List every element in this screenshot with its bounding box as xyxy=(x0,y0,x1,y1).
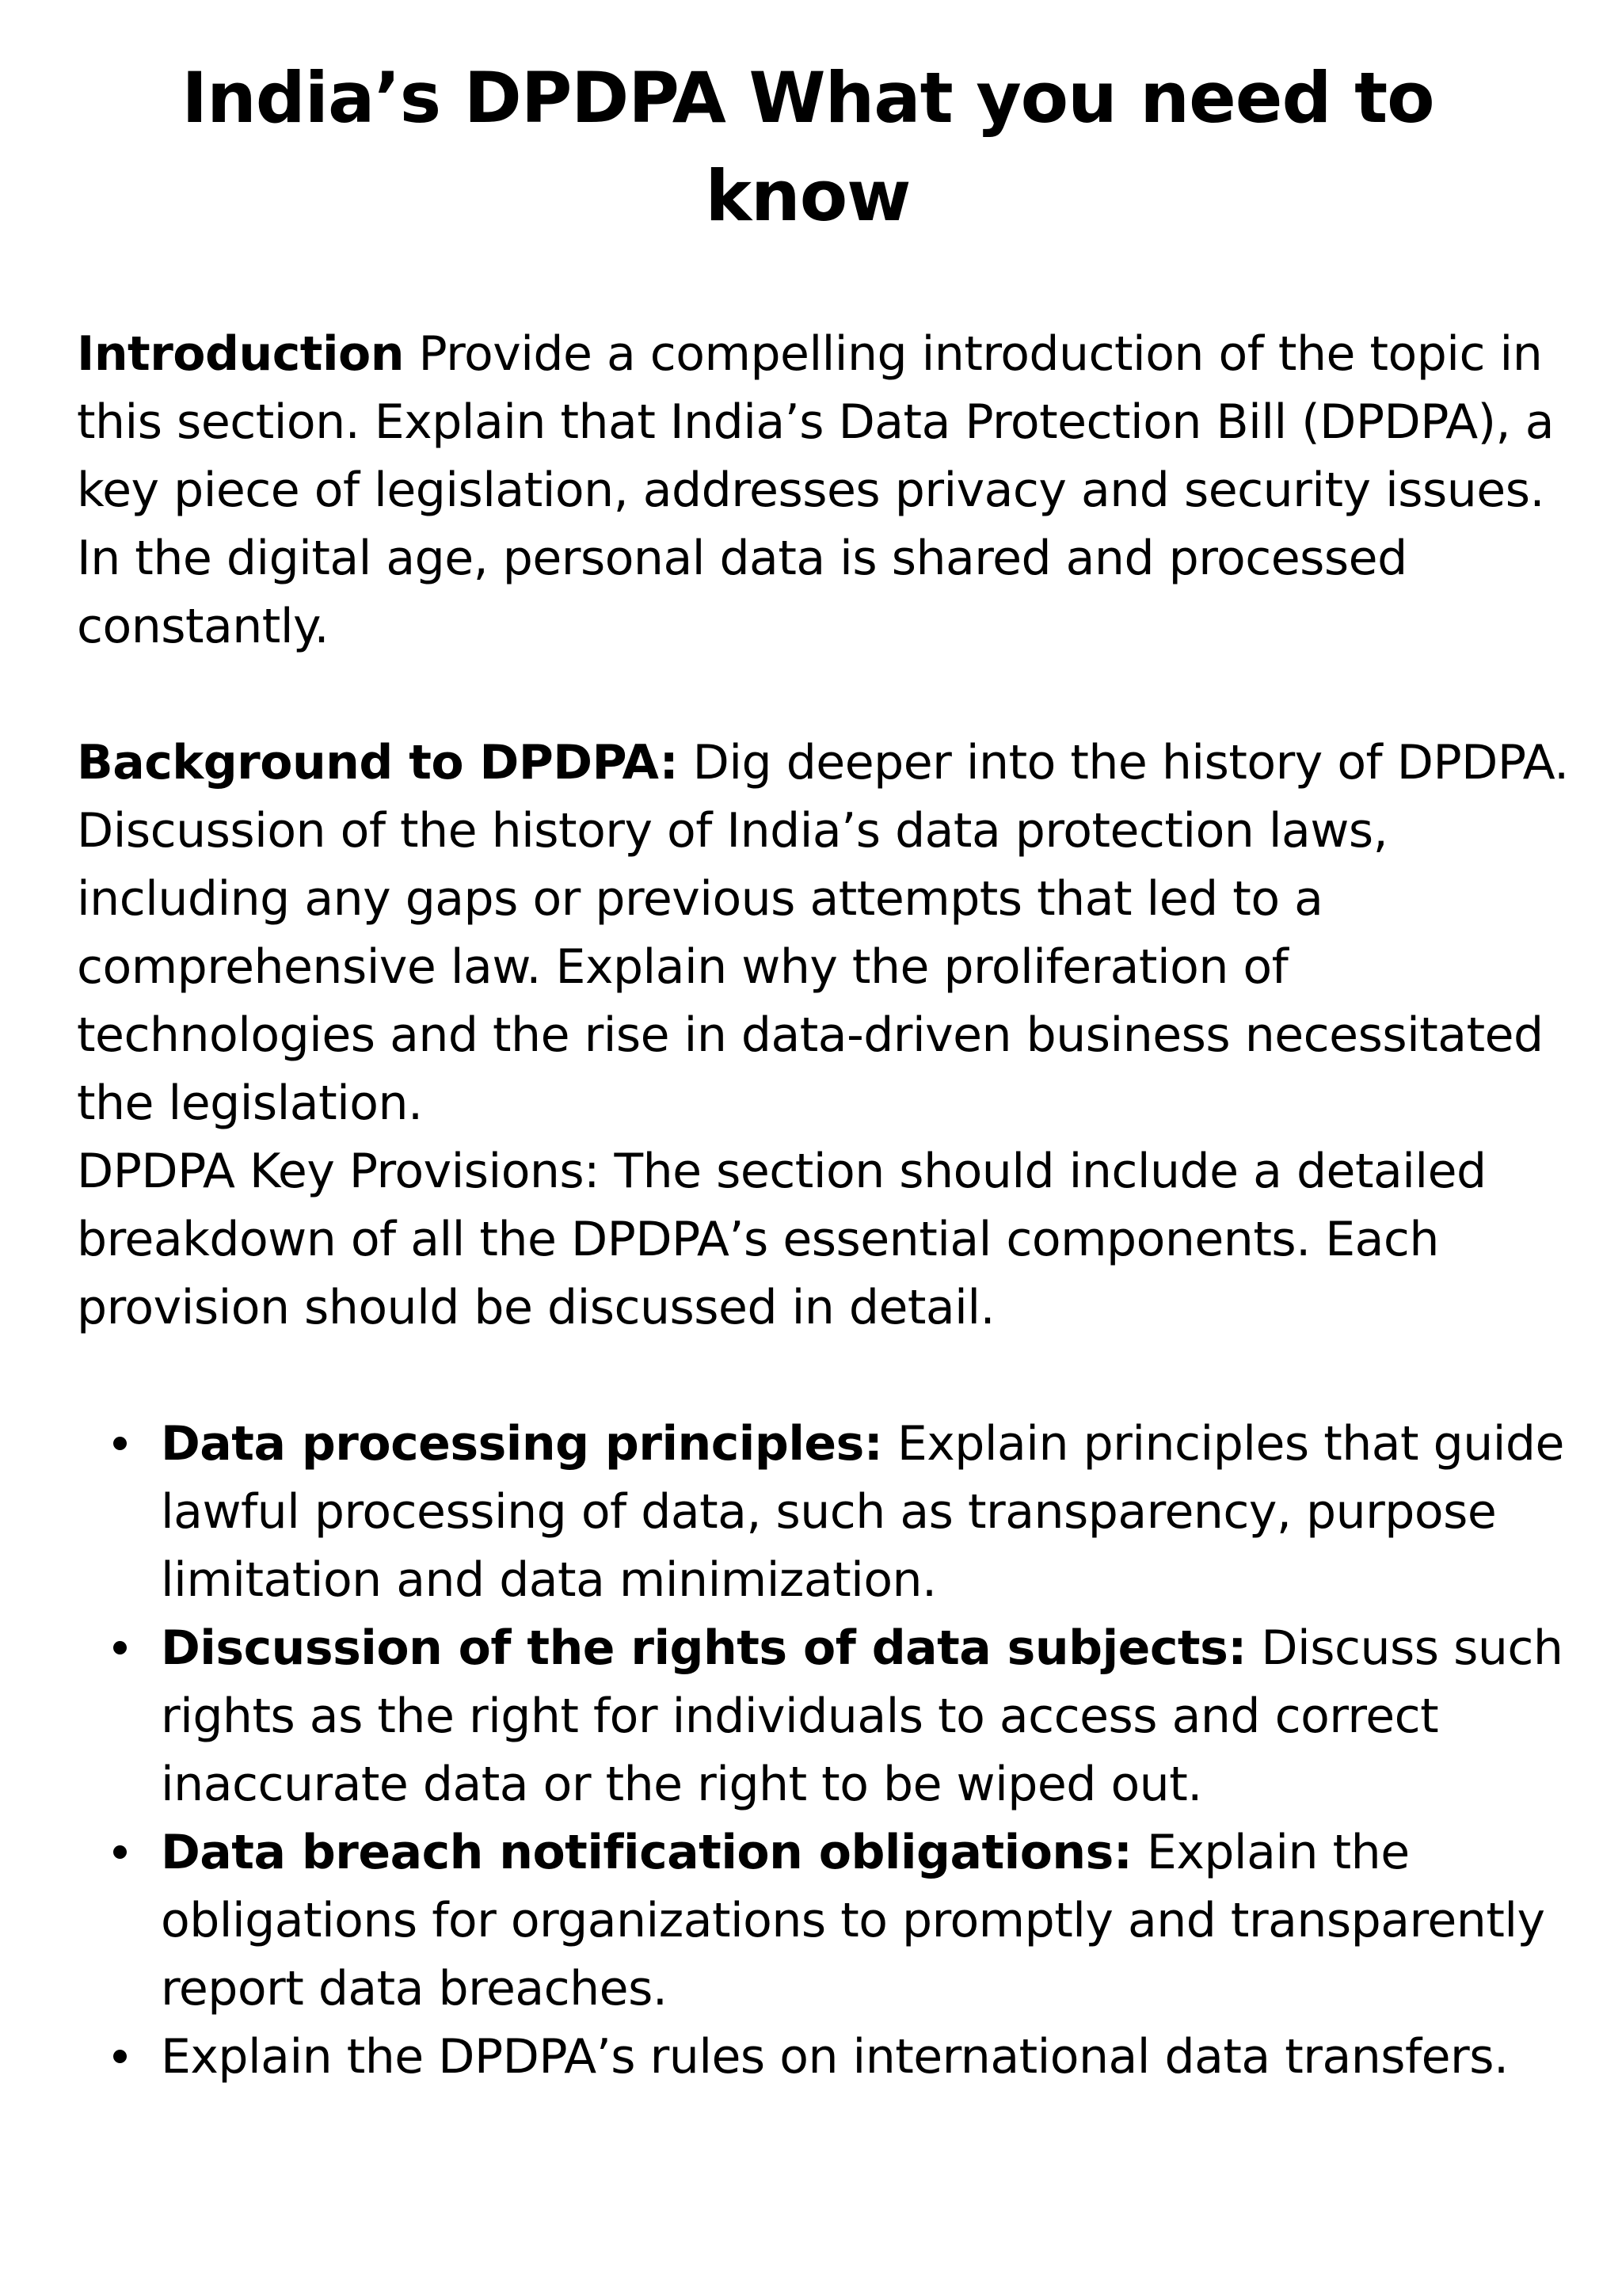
list-item xyxy=(161,1614,1582,1818)
list-item xyxy=(161,2023,1582,2091)
bullet-label: Data processing principles: xyxy=(161,1416,883,1472)
bullet-text: Explain principles that guide lawful processing of data, such as transparency, purpose limitation and data minimization. xyxy=(161,1416,1564,1608)
paragraph-spacer xyxy=(77,661,1582,729)
list-item xyxy=(161,1410,1582,1614)
background-paragraph xyxy=(77,729,1582,1137)
introduction-paragraph xyxy=(77,320,1582,661)
background-label: Background to DPDPA: xyxy=(77,735,679,790)
background-text: Dig deeper into the history of DPDPA. Discussion of the history of India’s data protection laws, including any gaps or previous attempts that led to a comprehensive law. Explain why the proliferation of technologies and the rise in data-driven business necessitated the legislation. xyxy=(77,735,1569,1131)
bullet-text: Explain the obligations for organizations to promptly and transparently report data breaches. xyxy=(161,1825,1545,2016)
introduction-text: Provide a compelling introduction of the topic in this section. Explain that India’s Data Protection Bill (DPDPA), a key piece of legislation, addresses privacy and security issues. In the digital age, personal data is shared and processed constantly. xyxy=(77,326,1554,654)
bullet-text: Discuss such rights as the right for individuals to access and correct inaccurate data or the right to be wiped out. xyxy=(161,1620,1563,1812)
bullet-text: Explain the DPDPA’s rules on international data transfers. xyxy=(161,2029,1509,2085)
bullet-label: Data breach notification obligations: xyxy=(161,1825,1133,1880)
list-item xyxy=(161,1818,1582,2023)
bullet-label: Discussion of the rights of data subjects: xyxy=(161,1620,1247,1676)
introduction-label: Introduction xyxy=(77,326,404,382)
key-provisions-paragraph: DPDPA Key Provisions: The section should include a detailed breakdown of all the DPDPA’s essential components. Each provision should be discussed in detail. xyxy=(77,1144,1487,1335)
page-title: India’s DPDPA What you need to know xyxy=(181,57,1434,237)
document-body xyxy=(77,320,1582,2091)
provisions-list xyxy=(77,1410,1582,2091)
paragraph-spacer xyxy=(77,1342,1582,1410)
